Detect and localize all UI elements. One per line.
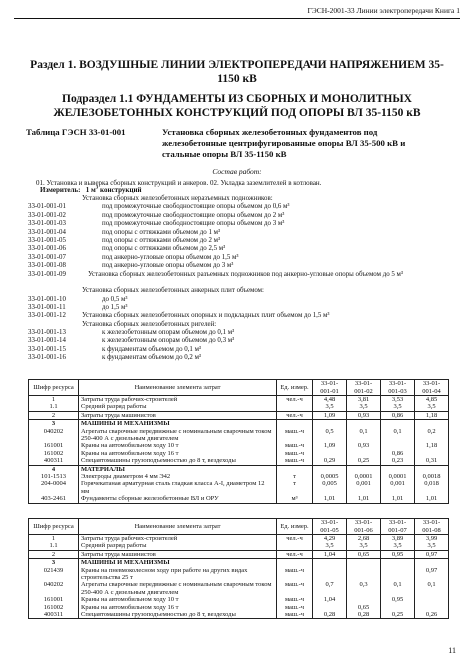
resource-code: 2 <box>29 411 79 419</box>
resource-value: 3,5 <box>313 403 347 411</box>
resource-value: 0,001 <box>381 480 415 495</box>
resource-table-1 <box>28 379 449 504</box>
norm-code: 33-01-001-01 <box>28 203 66 211</box>
resource-code: 3 <box>29 420 79 428</box>
resource-value: 0,0001 <box>381 473 415 480</box>
header-code: Шифр ресурса <box>29 380 79 396</box>
header-col: 33-01-001-04 <box>415 380 449 396</box>
resource-value <box>347 465 381 473</box>
resource-name: Горячекатаная арматурная сталь гладкая класса А-I, диаметром 12 мм <box>79 480 277 495</box>
norm-row <box>28 354 448 362</box>
table-header-row <box>29 519 449 535</box>
header-col: 33-01-001-06 <box>347 519 381 535</box>
header-col: 33-01-001-01 <box>313 380 347 396</box>
table-row <box>29 596 449 603</box>
running-head: ГЭСН-2001-33 Линии электропередачи Книга 1 <box>307 6 460 15</box>
table-row <box>29 420 449 428</box>
resource-value: 1,09 <box>313 411 347 419</box>
resource-value: 1,09 <box>313 442 347 449</box>
header-name: Наименование элемента затрат <box>79 380 277 396</box>
norm-row <box>28 346 448 354</box>
resource-name: Затраты труда рабочих-строителей <box>79 535 277 543</box>
resource-value: 3,5 <box>415 542 449 550</box>
resource-unit: маш.-ч <box>277 567 313 582</box>
norm-text: под промежуточные свободностоящие опоры объемом до 2 м³ <box>102 211 285 219</box>
resource-value <box>347 450 381 457</box>
resource-value: 0,86 <box>381 411 415 419</box>
table-row <box>29 473 449 480</box>
resource-value: 0,26 <box>415 611 449 619</box>
resource-value: 1,01 <box>347 495 381 503</box>
norm-code: 33-01-001-13 <box>28 329 66 337</box>
norm-row <box>28 229 448 237</box>
resource-value <box>313 465 347 473</box>
resource-unit: т <box>277 473 313 480</box>
header-col: 33-01-001-02 <box>347 380 381 396</box>
resource-name: МАТЕРИАЛЫ <box>79 465 277 473</box>
resource-value: 3,5 <box>313 542 347 550</box>
table-label: Таблица ГЭСН 33-01-001 <box>26 127 126 137</box>
table-row <box>29 550 449 558</box>
norm-code: 33-01-001-15 <box>28 345 66 353</box>
norm-text: под опоры с оттяжками объемом до 1 м³ <box>102 228 221 236</box>
header-unit: Ед. измер. <box>277 519 313 535</box>
norm-row <box>28 304 448 312</box>
norm-code: 33-01-001-05 <box>28 236 66 244</box>
resource-code: 403-2461 <box>29 495 79 503</box>
resource-value <box>347 559 381 567</box>
table-row <box>29 542 449 550</box>
table-row <box>29 567 449 582</box>
meter-label: Измеритель: <box>40 186 81 194</box>
table-row <box>29 428 449 443</box>
resource-value: 0,1 <box>381 581 415 596</box>
table-row <box>29 450 449 457</box>
resource-value: 0,97 <box>415 567 449 582</box>
norm-row <box>28 271 448 288</box>
header-col: 33-01-001-03 <box>381 380 415 396</box>
norm-row <box>28 287 448 295</box>
resource-code: 1.1 <box>29 542 79 550</box>
resource-name: Краны на автомобильном ходу 16 т <box>79 450 277 457</box>
norm-text: до 0,5 м³ <box>102 295 128 303</box>
resource-name: Затраты труда рабочих-строителей <box>79 396 277 404</box>
resource-code: 101-1513 <box>29 473 79 480</box>
norm-text: под промежуточные свободностоящие опоры объемом до 3 м³ <box>102 220 285 228</box>
resource-value: 3,89 <box>381 535 415 543</box>
table-header-row <box>29 380 449 396</box>
resource-code: 161001 <box>29 596 79 603</box>
resource-code: 1 <box>29 535 79 543</box>
resource-value: 3,81 <box>347 396 381 404</box>
resource-value: 3,5 <box>381 542 415 550</box>
resource-value: 0,2 <box>415 428 449 443</box>
resource-value <box>313 567 347 582</box>
table-row <box>29 559 449 567</box>
resource-code: 040202 <box>29 428 79 443</box>
header-col: 33-01-001-08 <box>415 519 449 535</box>
meter-line <box>40 186 142 194</box>
norm-text: к фундаментам объемом до 0,1 м³ <box>102 345 201 353</box>
resource-code: 1.1 <box>29 403 79 411</box>
resource-value: 3,5 <box>415 403 449 411</box>
norm-text: под анкерно-угловые опоры объемом до 3 м³ <box>102 262 234 270</box>
section-title: Раздел 1. ВОЗДУШНЫЕ ЛИНИИ ЭЛЕКТРОПЕРЕДАЧИ НАПРЯЖЕНИЕМ 35-1150 кВ <box>30 59 444 85</box>
resource-value: 1,01 <box>381 495 415 503</box>
resource-value: 0,001 <box>347 480 381 495</box>
resource-value: 4,48 <box>313 396 347 404</box>
header-unit: Ед. измер. <box>277 380 313 396</box>
resource-value <box>381 465 415 473</box>
resource-code: 161002 <box>29 450 79 457</box>
resource-unit: чел.-ч <box>277 411 313 419</box>
resource-value: 1,04 <box>313 550 347 558</box>
resource-name: Средний разряд работы <box>79 403 277 411</box>
resource-name: МАШИНЫ И МЕХАНИЗМЫ <box>79 559 277 567</box>
resource-value: 3,53 <box>381 396 415 404</box>
resource-value: 0,65 <box>347 604 381 611</box>
resource-code: 400311 <box>29 611 79 619</box>
resource-value: 0,7 <box>313 581 347 596</box>
resource-value <box>313 450 347 457</box>
norm-text: под анкерно-угловые опоры объемом до 1,5 м³ <box>102 253 239 261</box>
norm-text: к фундаментам объемом до 0,2 м³ <box>102 354 201 362</box>
header-rule <box>14 18 460 19</box>
norm-row <box>28 254 448 262</box>
resource-name: Краны на автомобильном ходу 10 т <box>79 596 277 603</box>
norm-list <box>28 195 448 363</box>
resource-value: 0,65 <box>347 550 381 558</box>
resource-value: 0,86 <box>381 450 415 457</box>
table-row <box>29 442 449 449</box>
resource-unit: т <box>277 480 313 495</box>
norm-code: 33-01-001-07 <box>28 253 66 261</box>
resource-value <box>415 420 449 428</box>
resource-value: 0,1 <box>347 428 381 443</box>
resource-name: Средний разряд работы <box>79 542 277 550</box>
norm-row <box>28 262 448 270</box>
norm-text: под опоры с оттяжками объемом до 2 м³ <box>102 236 221 244</box>
resource-unit <box>277 420 313 428</box>
norm-code: 33-01-001-04 <box>28 228 66 236</box>
resource-unit: чел.-ч <box>277 396 313 404</box>
resource-code: 4 <box>29 465 79 473</box>
resource-code: 161002 <box>29 604 79 611</box>
resource-code: 040202 <box>29 581 79 596</box>
norm-text: до 1,5 м³ <box>102 303 128 311</box>
norm-code: 33-01-001-10 <box>28 295 66 303</box>
resource-value: 4,29 <box>313 535 347 543</box>
resource-value: 1,04 <box>313 596 347 603</box>
resource-value <box>347 596 381 603</box>
resource-value: 0,28 <box>347 611 381 619</box>
norm-code: 33-01-001-08 <box>28 262 66 270</box>
resource-value: 0,018 <box>415 480 449 495</box>
resource-value: 0,29 <box>313 457 347 465</box>
norm-text: под промежуточные свободностоящие опоры объемом до 0,6 м³ <box>102 203 290 211</box>
resource-value: 0,95 <box>381 596 415 603</box>
resource-value <box>381 420 415 428</box>
resource-unit: маш.-ч <box>277 428 313 443</box>
resource-unit <box>277 403 313 411</box>
norm-text: Установка сборных железобетонных разъемных подножников под анкерно-угловые опоры объемом до 5 м³ <box>88 270 403 278</box>
resource-value <box>347 567 381 582</box>
norm-row <box>28 203 448 211</box>
resource-value <box>347 420 381 428</box>
resource-value: 2,68 <box>347 535 381 543</box>
resource-value: 3,5 <box>347 542 381 550</box>
resource-value: 1,01 <box>313 495 347 503</box>
resource-value: 0,23 <box>381 457 415 465</box>
header-code: Шифр ресурса <box>29 519 79 535</box>
resource-unit: маш.-ч <box>277 604 313 611</box>
resource-value: 0,93 <box>347 411 381 419</box>
table-row <box>29 495 449 503</box>
resource-unit: м³ <box>277 495 313 503</box>
norm-text: Установка сборных железобетонных неразъемных подножников: <box>82 195 273 202</box>
norm-row <box>28 312 448 320</box>
resource-value: 1,01 <box>415 495 449 503</box>
resource-value <box>313 559 347 567</box>
resource-name: Фундаменты сборные железобетонные ВЛ и ОРУ <box>79 495 277 503</box>
norm-row <box>28 329 448 337</box>
resource-value <box>313 604 347 611</box>
works-list: 01. Установка и выверка сборных конструкций и анкеров. 02. Укладка заземлителей в котлован. <box>36 179 322 187</box>
composition-label: Состав работ: <box>212 167 262 176</box>
resource-code: 161001 <box>29 442 79 449</box>
resource-name: Спецавтомашины грузоподъемностью до 8 т, вездеходы <box>79 611 277 619</box>
resource-name: МАШИНЫ И МЕХАНИЗМЫ <box>79 420 277 428</box>
resource-code: 400311 <box>29 457 79 465</box>
resource-unit <box>277 559 313 567</box>
resource-value: 0,0018 <box>415 473 449 480</box>
norm-text: Установка сборных железобетонных ригелей: <box>82 320 217 328</box>
resource-code: 2 <box>29 550 79 558</box>
table-row <box>29 411 449 419</box>
table-row <box>29 403 449 411</box>
resource-value <box>381 604 415 611</box>
resource-value <box>381 567 415 582</box>
resource-value: 0,5 <box>313 428 347 443</box>
table-row <box>29 480 449 495</box>
resource-name: Затраты труда машинистов <box>79 550 277 558</box>
norm-code: 33-01-001-12 <box>28 312 66 320</box>
header-col: 33-01-001-05 <box>313 519 347 535</box>
subsection-title: Подраздел 1.1 ФУНДАМЕНТЫ ИЗ СБОРНЫХ И МОНОЛИТНЫХ ЖЕЛЕЗОБЕТОННЫХ КОНСТРУКЦИЙ ПОД ОПОРЫ ВЛ 35-1150 кВ <box>53 93 421 119</box>
norm-row <box>28 337 448 345</box>
resource-code: 3 <box>29 559 79 567</box>
resource-name: Краны на автомобильном ходу 16 т <box>79 604 277 611</box>
resource-value: 3,5 <box>347 403 381 411</box>
resource-value <box>313 420 347 428</box>
table-row <box>29 581 449 596</box>
table-title: Установка сборных железобетонных фундаментов под железобетонные центрифугированные опоры ВЛ 35-500 кВ и стальные опоры ВЛ 35-1150 кВ <box>162 127 406 159</box>
resource-value: 0,28 <box>313 611 347 619</box>
table-row <box>29 396 449 404</box>
resource-code: 1 <box>29 396 79 404</box>
resource-value <box>415 450 449 457</box>
resource-value: 0,0005 <box>313 473 347 480</box>
resource-value: 0,25 <box>381 611 415 619</box>
resource-table-2 <box>28 518 449 619</box>
resource-unit: маш.-ч <box>277 450 313 457</box>
resource-value: 3,5 <box>381 403 415 411</box>
norm-code: 33-01-001-14 <box>28 337 66 345</box>
resource-name: Краны на автомобильном ходу 10 т <box>79 442 277 449</box>
norm-code: 33-01-001-03 <box>28 220 66 228</box>
resource-value: 0,25 <box>347 457 381 465</box>
norm-code: 33-01-001-11 <box>28 303 66 311</box>
norm-row <box>28 212 448 220</box>
resource-name: Спецавтомашины грузоподъемностью до 8 т, вездеходы <box>79 457 277 465</box>
resource-value: 4,85 <box>415 396 449 404</box>
norm-text: Установка сборных железобетонных опорных и подкладных плит объемом до 1,5 м³ <box>82 312 330 320</box>
resource-value: 0,0001 <box>347 473 381 480</box>
resource-value <box>415 596 449 603</box>
resource-value: 0,95 <box>381 550 415 558</box>
norm-code: 33-01-001-02 <box>28 211 66 219</box>
norm-code: 33-01-001-09 <box>28 270 66 278</box>
page-number: 11 <box>448 646 456 655</box>
resource-value <box>381 559 415 567</box>
resource-value: 0,1 <box>415 581 449 596</box>
resource-unit <box>277 465 313 473</box>
resource-unit: маш.-ч <box>277 442 313 449</box>
resource-value: 1,18 <box>415 411 449 419</box>
resource-value <box>415 465 449 473</box>
norm-row <box>28 296 448 304</box>
resource-value: 0,005 <box>313 480 347 495</box>
resource-value <box>415 559 449 567</box>
resource-value: 0,93 <box>347 442 381 449</box>
resource-name: Краны на пневмоколесном ходу при работе на других видах строительства 25 т <box>79 567 277 582</box>
resource-value: 0,1 <box>381 428 415 443</box>
resource-value: 0,3 <box>347 581 381 596</box>
resource-unit: чел.-ч <box>277 535 313 543</box>
norm-text: к железобетонным опорам объемом до 0,1 м³ <box>102 329 235 337</box>
table-row <box>29 611 449 619</box>
resource-name: Агрегаты сварочные передвижные с номинальным сварочным током 250-400 А с дизельным двигателем <box>79 428 277 443</box>
norm-row <box>28 245 448 253</box>
resource-unit: маш.-ч <box>277 457 313 465</box>
norm-text: Установка сборных железобетонных анкерных плит объемом: <box>82 287 264 295</box>
norm-code: 33-01-001-16 <box>28 354 66 362</box>
resource-value: 1,18 <box>415 442 449 449</box>
resource-name: Агрегаты сварочные передвижные с номинальным сварочным током 250-400 А с дизельным двигателем <box>79 581 277 596</box>
resource-value <box>415 604 449 611</box>
resource-unit <box>277 542 313 550</box>
norm-code: 33-01-001-06 <box>28 245 66 253</box>
resource-value: 0,31 <box>415 457 449 465</box>
resource-value: 0,97 <box>415 550 449 558</box>
header-name: Наименование элемента затрат <box>79 519 277 535</box>
resource-unit: маш.-ч <box>277 596 313 603</box>
meter-value: 1 $м^3$ конструкций <box>85 185 142 194</box>
header-col: 33-01-001-07 <box>381 519 415 535</box>
table-row <box>29 535 449 543</box>
norm-text: под опоры с оттяжками объемом до 2,5 м³ <box>102 245 226 253</box>
resource-value: 3,99 <box>415 535 449 543</box>
resource-code: 021439 <box>29 567 79 582</box>
resource-name: Затраты труда машинистов <box>79 411 277 419</box>
resource-unit: маш.-ч <box>277 611 313 619</box>
resource-code: 204-0004 <box>29 480 79 495</box>
resource-unit: маш.-ч <box>277 581 313 596</box>
norm-text: к железобетонным опорам объемом до 0,3 м³ <box>102 337 235 345</box>
resource-name: Электроды диаметром 4 мм Э42 <box>79 473 277 480</box>
resource-value <box>381 442 415 449</box>
resource-unit: чел.-ч <box>277 550 313 558</box>
table-row <box>29 457 449 465</box>
norm-row <box>28 237 448 245</box>
norm-row <box>28 321 448 329</box>
table-row <box>29 604 449 611</box>
norm-row <box>28 195 448 203</box>
norm-row <box>28 220 448 228</box>
table-row <box>29 465 449 473</box>
